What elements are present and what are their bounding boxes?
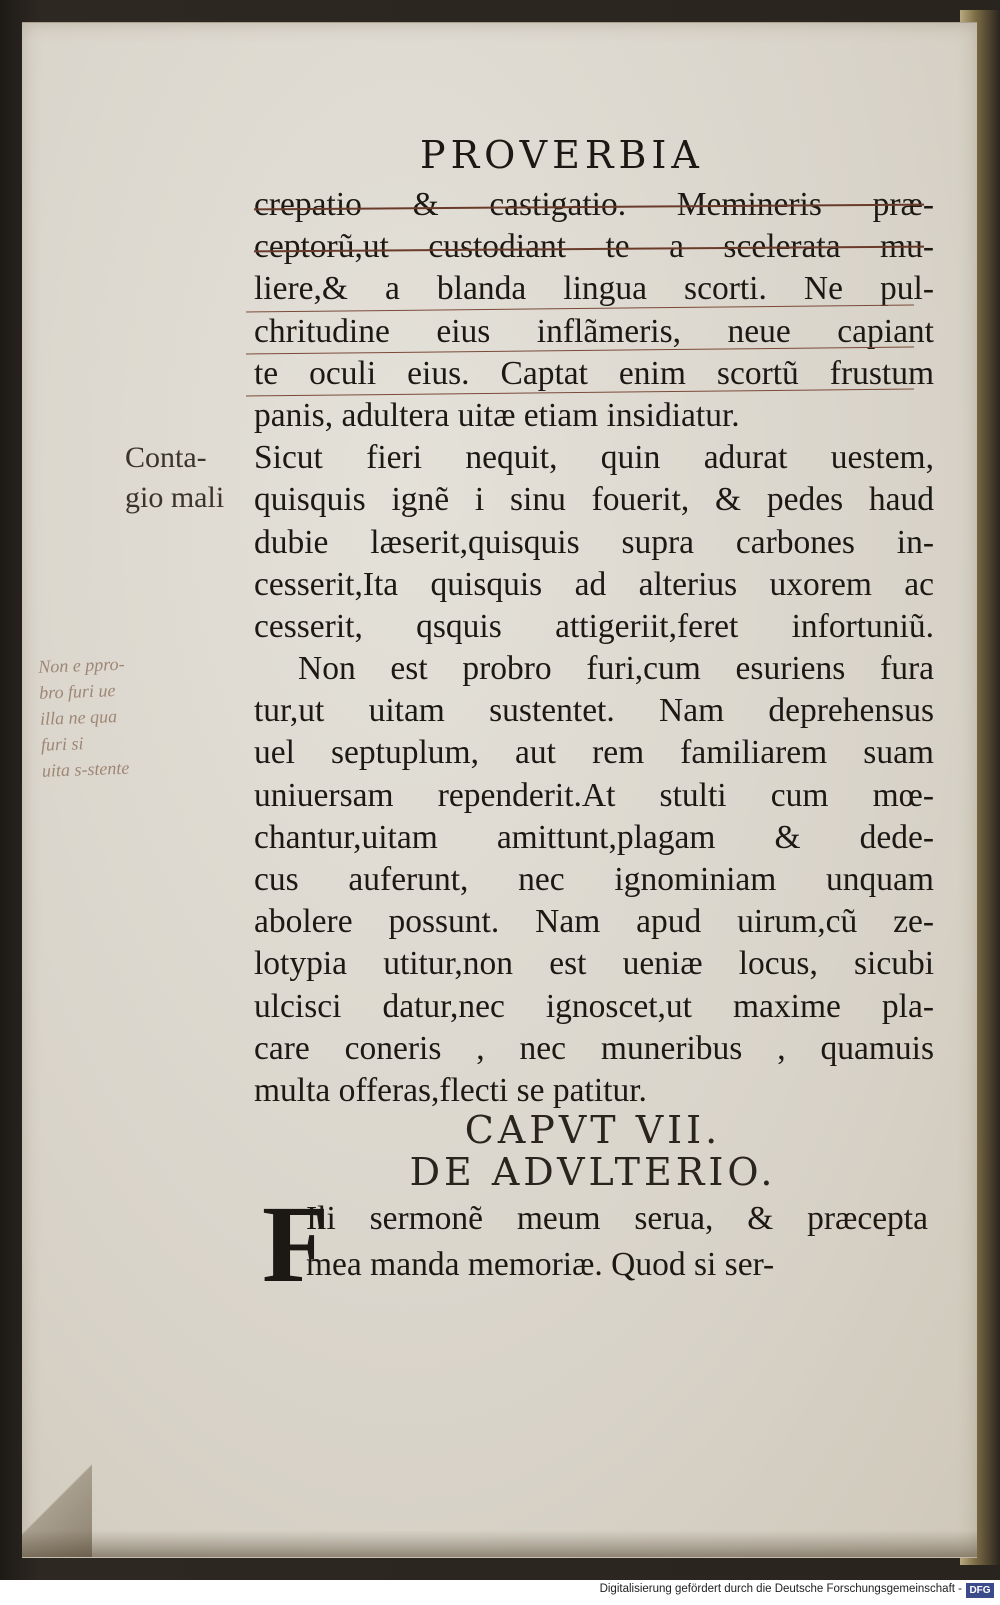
text-line: liere,& a blanda lingua scorti. Ne pul-: [254, 268, 934, 310]
margin-note: [125, 438, 224, 518]
footer-credit: Digitalisierung gefördert durch die Deutsche Forschungsgemeinschaft -: [599, 1583, 962, 1595]
chapter-title: DE ADVLTERIO.: [409, 1150, 777, 1194]
text-line: te oculi eius. Captat enim scortũ frustum: [254, 353, 934, 395]
text-line: chritudine eius inflãmeris, neue capiant: [254, 311, 934, 353]
text-line: Non est probro furi,cum esuriens fura: [298, 650, 934, 688]
handwritten-line: illa ne qua: [39, 706, 118, 729]
text-line: abolere possunt. Nam apud uirum,cũ ze-: [254, 903, 934, 941]
text-line: uel septuplum, aut rem familiarem suam: [254, 734, 934, 772]
text-line: multa offeras,flecti se patitur.: [254, 1071, 647, 1109]
text-line: ceptorũ,ut custodiant te a scelerata mu-: [254, 226, 934, 268]
text-line: chantur,uitam amittunt,plagam & dede-: [254, 818, 934, 856]
handwritten-annotation: [38, 646, 257, 783]
handwritten-line: bro furi ue: [38, 680, 116, 703]
text-line: dubie læserit,quisquis supra carbones in-: [254, 523, 934, 561]
text-line: cesserit, qsquis attigeriit,feret infortuniũ.: [254, 607, 934, 645]
text-line: ulcisci datur,nec ignoscet,ut maxime pla-: [254, 987, 934, 1025]
chapter-number: CAPVT VII.: [464, 1108, 722, 1152]
text-line: Sicut fieri nequit, quin adurat uestem,: [254, 439, 934, 477]
handwritten-line: furi si: [40, 733, 84, 755]
text-line: panis, adultera uitæ etiam insidiatur.: [254, 396, 740, 434]
drop-cap: F: [262, 1183, 330, 1305]
text-line: cesserit,Ita quisquis ad alterius uxorem ac: [254, 565, 934, 603]
text-line: tur,ut uitam sustentet. Nam deprehensus: [254, 692, 934, 730]
margin-note-line: Conta-: [125, 441, 207, 474]
handwritten-line: uita s-stente: [41, 757, 130, 781]
text-line: cus auferunt, nec ignominiam unquam: [254, 861, 934, 898]
running-head: PROVERBIA: [420, 133, 704, 177]
text-line: mea manda memoriæ. Quod si ser-: [306, 1246, 775, 1283]
text-line: lotypia utitur,non est ueniæ locus, sicubi: [254, 945, 934, 983]
page-shadow: [22, 1530, 977, 1557]
body-text: [254, 184, 934, 1112]
text-line: crepatio & castigatio. Memineris præ-: [254, 184, 934, 226]
handwritten-line: Non e ppro-: [37, 653, 125, 677]
dfg-logo: DFG: [966, 1583, 994, 1598]
chapter-text: [306, 1196, 928, 1288]
text-line: care coneris , nec muneribus , quamuis: [254, 1029, 934, 1067]
margin-note-line: gio mali: [125, 481, 225, 514]
text-line: quisquis ignẽ i sinu fouerit, & pedes haud: [254, 481, 934, 519]
text-line: uniuersam rependerit.At stulti cum mœ-: [254, 776, 934, 814]
text-line: Ili sermonẽ meum serua, & præcepta: [306, 1200, 928, 1237]
